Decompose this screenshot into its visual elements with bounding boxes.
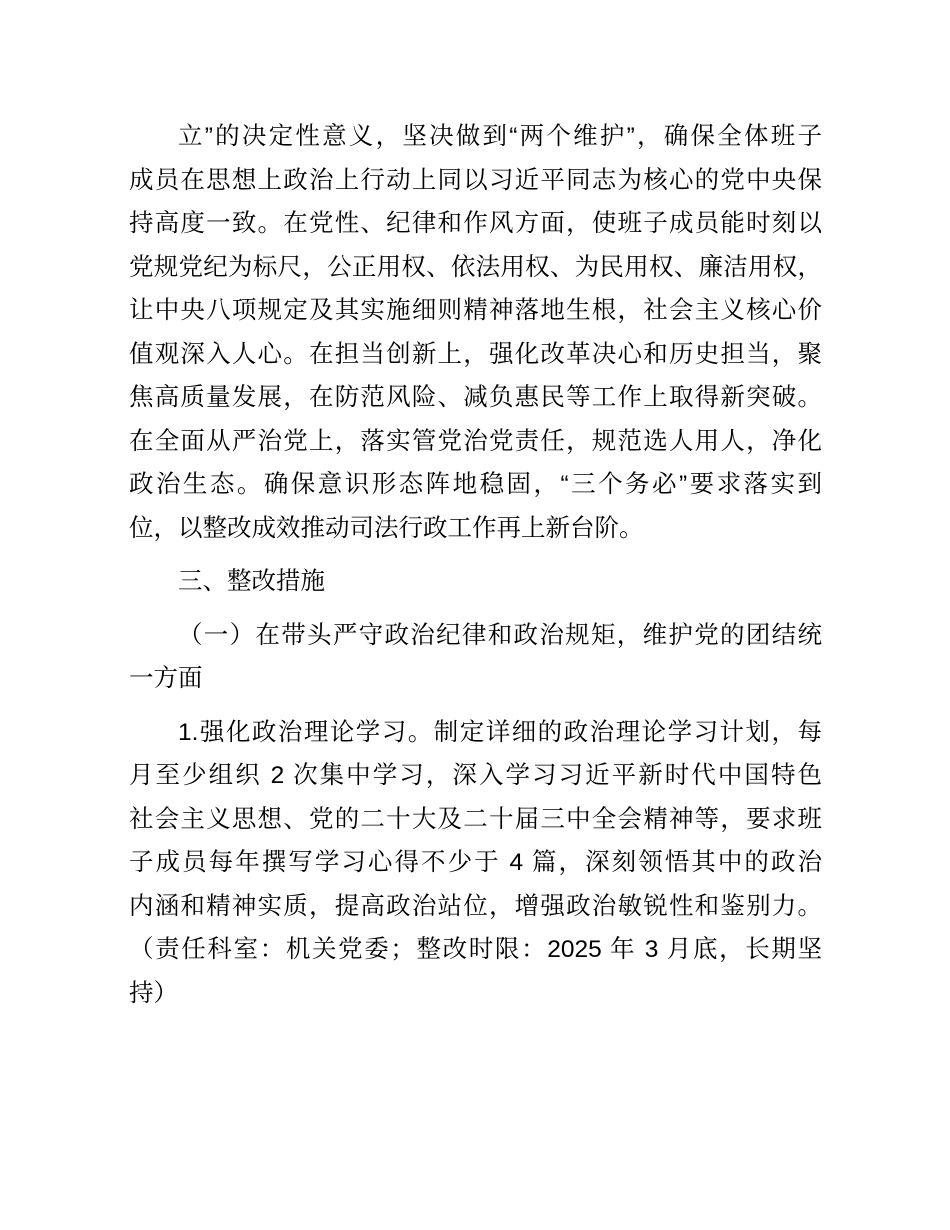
text-line: （责任科室：机关党委；整改时限：2025 年 3 月底，长期坚	[129, 936, 822, 963]
text-line: 社会主义思想、党的二十大及二十届三中全会精神等，要求班	[129, 805, 822, 833]
text-line: 在全面从严治党上，落实管党治党责任，规范选人用人，净化	[129, 427, 822, 455]
text-line: 内涵和精神实质，提高政治站位，增强政治敏锐性和鉴别力。	[129, 892, 822, 920]
text-line: 位，以整改成效推动司法行政工作再上新台阶。	[129, 514, 644, 542]
body-paragraph	[129, 711, 822, 1016]
text-line: 月至少组织 2 次集中学习，深入学习习近平新时代中国特色	[129, 762, 822, 789]
section-heading	[129, 560, 822, 604]
text-line: 值观深入人心。在担当创新上，强化改革决心和历史担当，聚	[129, 340, 822, 368]
page-text-content	[129, 115, 822, 1015]
text-line: 让中央八项规定及其实施细则精神落地生根，社会主义核心价	[129, 297, 822, 324]
text-line: 持）	[129, 979, 178, 1007]
subsection-heading	[129, 614, 822, 701]
text-line: 持高度一致。在党性、纪律和作风方面，使班子成员能时刻以	[129, 210, 822, 237]
text-line: 1.强化政治理论学习。制定详细的政治理论学习计划，每	[178, 718, 822, 746]
subsection-heading-line: 一方面	[129, 665, 203, 692]
text-line: 焦高质量发展，在防范风险、减负惠民等工作上取得新突破。	[129, 384, 822, 411]
text-line: 子成员每年撰写学习心得不少于 4 篇，深刻领悟其中的政治	[129, 849, 822, 876]
text-line: 立”的决定性意义，坚决做到“两个维护”，确保全体班子	[178, 123, 822, 150]
text-line: 党规党纪为标尺，公正用权、依法用权、为民用权、廉洁用权，	[129, 253, 822, 281]
subsection-heading-line: （一）在带头严守政治纪律和政治规矩，维护党的团结统	[178, 621, 822, 649]
text-line: 成员在思想上政治上行动上同以习近平同志为核心的党中央保	[129, 166, 822, 194]
paragraph-continuation	[129, 115, 822, 550]
text-line: 政治生态。确保意识形态阵地稳固，“三个务必”要求落实到	[129, 471, 822, 498]
section-heading-line: 三、整改措施	[178, 568, 325, 595]
